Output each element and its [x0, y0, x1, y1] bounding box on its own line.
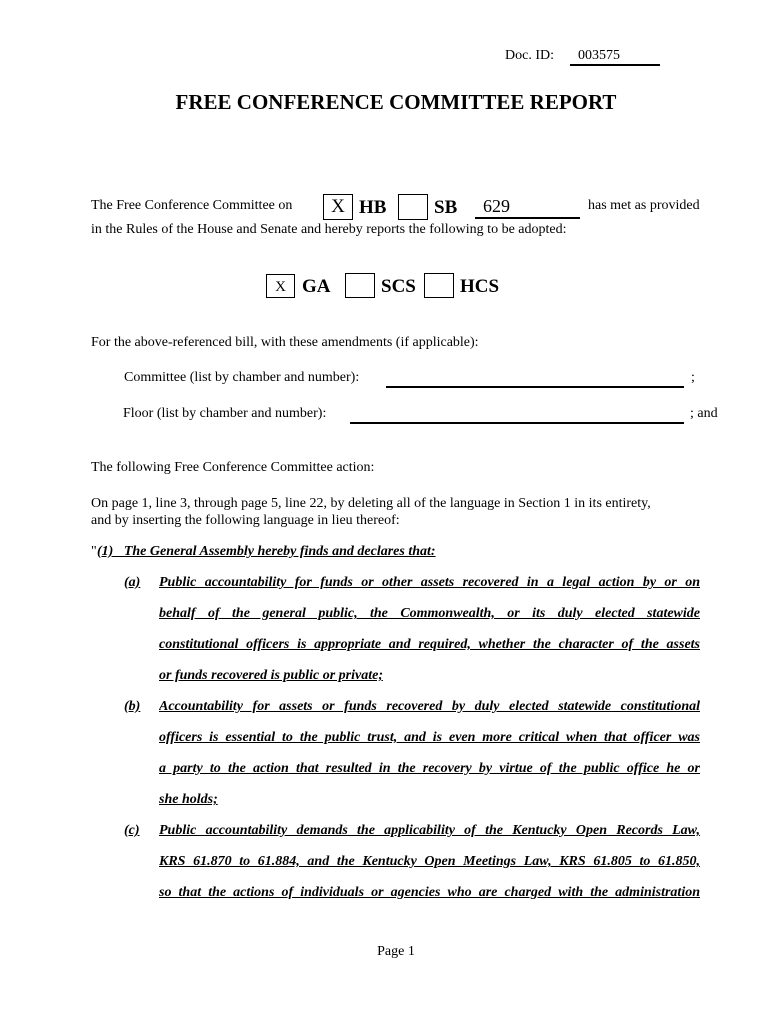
action-paragraph-line2: and by inserting the following language in lieu thereof:	[91, 513, 400, 528]
scs-checkbox[interactable]	[345, 273, 375, 298]
ga-checkbox[interactable]: X	[266, 274, 295, 298]
item-c-line-3: so that the actions of individuals or agencies who are charged with the administration	[159, 885, 700, 900]
committee-label: Committee (list by chamber and number):	[124, 370, 360, 385]
hb-checkbox[interactable]: X	[323, 194, 353, 220]
intro-line2: in the Rules of the House and Senate and hereby reports the following to be adopted:	[91, 222, 567, 237]
ga-label: GA	[302, 276, 331, 297]
item-a-line-2: behalf of the general public, the Commonwealth, or its duly elected statewide	[159, 606, 700, 621]
section-1-heading: (1) The General Assembly hereby finds and declares that:	[97, 544, 436, 559]
item-b-line-2: officers is essential to the public trust, and is even more critical when that officer was	[159, 730, 700, 745]
intro-prefix: The Free Conference Committee on	[91, 198, 293, 213]
hcs-checkbox[interactable]	[424, 273, 454, 298]
page-title: FREE CONFERENCE COMMITTEE REPORT	[175, 90, 617, 114]
hb-label: HB	[359, 197, 387, 218]
bill-number-field[interactable]: 629	[475, 196, 580, 219]
item-c-line-2: KRS 61.870 to 61.884, and the Kentucky Open Meetings Law, KRS 61.805 to 61.850,	[159, 854, 700, 869]
item-a-line-3: constitutional officers is appropriate and required, whether the character of the assets	[159, 637, 700, 652]
item-b-line-4: she holds;	[159, 792, 218, 807]
item-b-marker: (b)	[124, 699, 141, 714]
item-b-line-1: Accountability for assets or funds recovered by duly elected statewide constitutional	[159, 699, 700, 714]
floor-label: Floor (list by chamber and number):	[123, 406, 327, 421]
sb-label: SB	[434, 197, 458, 218]
item-b-line-3: a party to the action that resulted in the recovery by virtue of the public office he or	[159, 761, 700, 776]
committee-field[interactable]	[386, 370, 684, 388]
quote-mark: "	[91, 544, 97, 559]
committee-end: ;	[691, 370, 695, 385]
floor-end: ; and	[690, 406, 718, 421]
sb-checkbox[interactable]	[398, 194, 428, 220]
item-a-line-1: Public accountability for funds or other assets recovered in a legal action by or on	[159, 575, 700, 590]
intro-suffix: has met as provided	[588, 198, 700, 213]
action-heading: The following Free Conference Committee action:	[91, 460, 375, 475]
doc-id-label: Doc. ID:	[505, 48, 554, 63]
floor-field[interactable]	[350, 406, 684, 424]
action-paragraph-line1: On page 1, line 3, through page 5, line 22, by deleting all of the language in Section 1 in its entirety,	[91, 496, 651, 511]
item-c-line-1: Public accountability demands the applicability of the Kentucky Open Records Law,	[159, 823, 700, 838]
item-a-marker: (a)	[124, 575, 141, 590]
item-c-marker: (c)	[124, 823, 140, 838]
page-number: Page 1	[377, 944, 415, 959]
scs-label: SCS	[381, 276, 416, 297]
hcs-label: HCS	[460, 276, 500, 297]
item-a-line-4: or funds recovered is public or private;	[159, 668, 383, 683]
amendments-intro: For the above-referenced bill, with these amendments (if applicable):	[91, 335, 479, 350]
doc-id-value: 003575	[570, 48, 660, 66]
